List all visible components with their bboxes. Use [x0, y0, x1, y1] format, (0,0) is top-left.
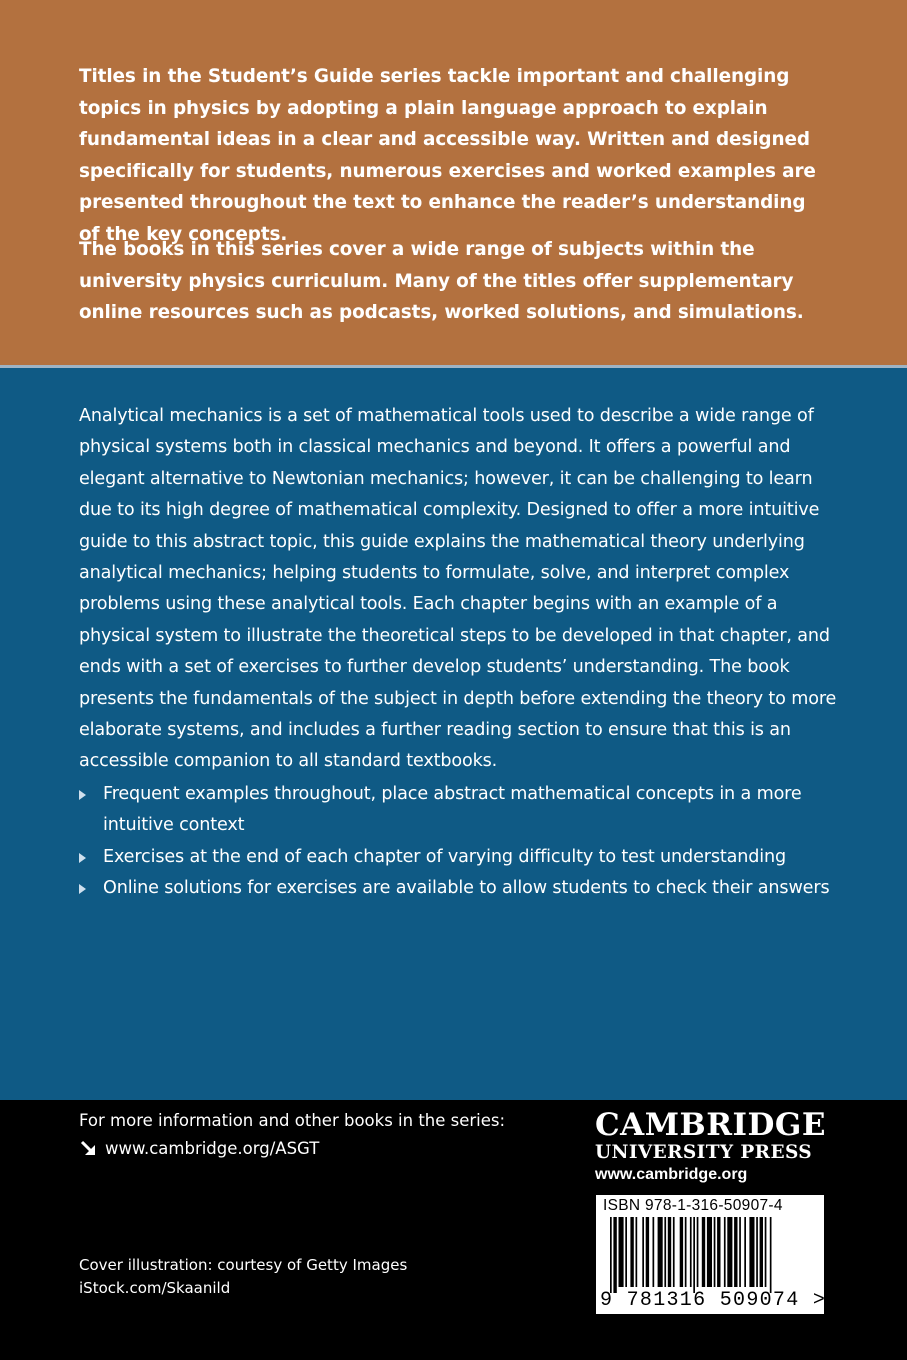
barcode-bar: [610, 1217, 612, 1293]
arrow-down-right-icon: [79, 1139, 99, 1159]
barcode-bar: [613, 1217, 616, 1293]
barcode-bar: [630, 1217, 633, 1287]
barcode-bar: [749, 1217, 754, 1287]
feature-item: [79, 842, 839, 873]
barcode-bar: [770, 1217, 772, 1293]
isbn-number: ISBN 978-1-316-50907-4: [603, 1197, 783, 1214]
feature-list: [79, 779, 839, 905]
triangle-bullet-icon: [79, 790, 86, 800]
barcode-bar: [625, 1217, 627, 1287]
barcode-bar: [739, 1217, 741, 1287]
series-link[interactable]: [79, 1136, 319, 1162]
series-paragraph-1: Titles in the Student’s Guide series tackle important and challenging topics in physics by adopting a plain language approach to explain fundamental ideas in a clear and accessible way. Written and designed specifically for students, numerous exercises and worked examples are presented throughout the text to enhance the reader’s understanding of the key concepts.: [79, 66, 816, 245]
barcode-bar: [702, 1217, 705, 1287]
feature-text: Online solutions for exercises are available to allow students to check their answers: [103, 878, 830, 899]
isbn-barcode: [596, 1195, 827, 1314]
barcode-digits: 9 781316 509074 >: [600, 1289, 827, 1312]
barcode-bar: [734, 1217, 737, 1287]
barcode-bar: [724, 1217, 726, 1287]
barcode-bar: [668, 1217, 671, 1287]
barcode-bar: [646, 1217, 649, 1287]
barcode-bar: [717, 1217, 720, 1287]
more-info-text: For more information and other books in the series:: [79, 1111, 506, 1130]
cover-credit: [79, 1254, 407, 1300]
publisher-website: www.cambridge.org: [595, 1166, 748, 1183]
credit-line-1: Cover illustration: courtesy of Getty Images: [79, 1256, 408, 1274]
feature-item: [79, 873, 839, 904]
barcode-bar: [756, 1217, 758, 1287]
barcode-bar: [658, 1217, 663, 1287]
barcode-bar: [693, 1217, 695, 1293]
feature-text: Exercises at the end of each chapter of varying difficulty to test understanding: [103, 846, 787, 867]
barcode-bar: [673, 1217, 675, 1287]
barcode-bar: [714, 1217, 716, 1287]
barcode-bar: [760, 1217, 763, 1287]
barcode-bar: [727, 1217, 732, 1287]
barcode-bar: [680, 1217, 683, 1287]
barcode-bar: [744, 1217, 746, 1287]
triangle-bullet-icon: [79, 884, 86, 894]
barcode-bar: [653, 1217, 655, 1287]
publisher-logo: [595, 1108, 825, 1186]
feature-text: Frequent examples throughout, place abstract mathematical concepts in a more intuitive context: [103, 784, 802, 836]
publisher-press: UNIVERSITY PRESS: [595, 1142, 813, 1163]
barcode-bar: [765, 1217, 767, 1287]
series-url[interactable]: www.cambridge.org/ASGT: [105, 1139, 320, 1158]
barcode-bar: [619, 1217, 624, 1287]
barcode-bar: [707, 1217, 712, 1287]
barcode-bar: [636, 1217, 638, 1287]
series-paragraph-2: The books in this series cover a wide range of subjects within the university physics curriculum. Many of the titles offer supplementary online resources such as podcasts, worked solutions, and simulations.: [79, 239, 804, 323]
barcode-bar: [697, 1217, 699, 1287]
credit-line-2: iStock.com/Skaanild: [79, 1279, 231, 1297]
feature-item: [79, 779, 839, 842]
barcode-bar: [642, 1217, 644, 1287]
book-description: Analytical mechanics is a set of mathematical tools used to describe a wide range of physical systems both in classical mechanics and beyond. It offers a powerful and elegant alternative to Newtonian mechanics; however, it can be challenging to learn due to its high degree of mathematical complexity. Designed to offer a more intuitive guide to this abstract topic, this guide explains the mathematical theory underlying analytical mechanics; helping students to formulate, solve, and interpret complex problems using these analytical tools. Each chapter begins with an example of a physical system to illustrate the theoretical steps to be developed in that chapter, and ends with a set of exercises to further develop students’ understanding. The book presents the fundamentals of the subject in depth before extending the theory to more elaborate systems, and includes a further reading section to ensure that this is an accessible companion to all standard textbooks.: [79, 406, 837, 772]
triangle-bullet-icon: [79, 853, 86, 863]
barcode-bar: [685, 1217, 687, 1287]
barcode-bar: [690, 1217, 692, 1287]
barcode-bar: [664, 1217, 666, 1287]
publisher-name: CAMBRIDGE: [595, 1107, 826, 1143]
